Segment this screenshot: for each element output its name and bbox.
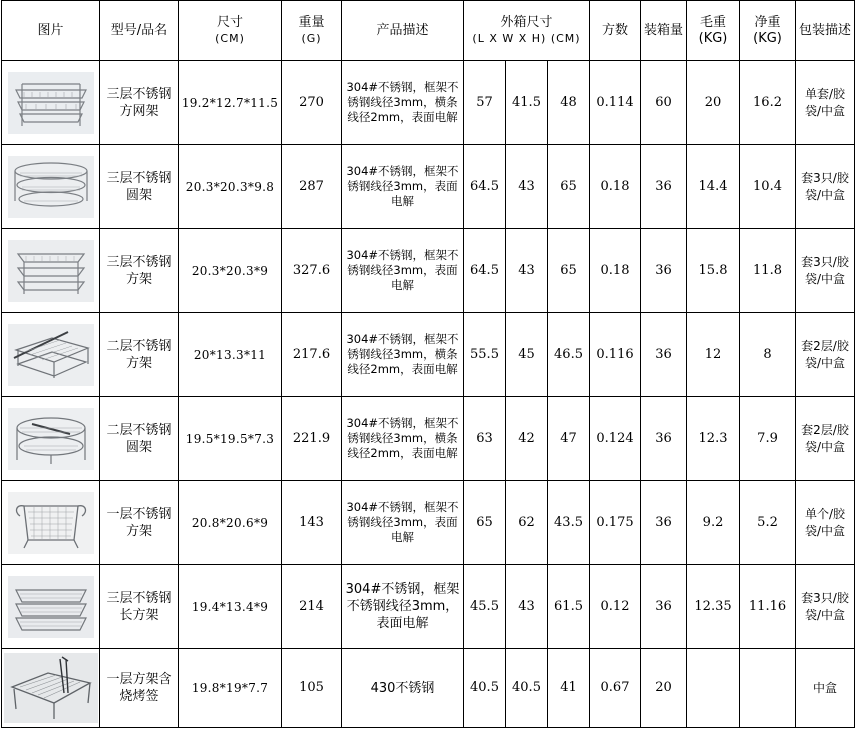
packing-description: 套3只/胶袋/中盒: [796, 565, 855, 649]
carton-quantity: 36: [641, 397, 687, 481]
carton-length: 63: [464, 397, 506, 481]
product-description: 304#不锈钢，框架不锈钢线径3mm，横条线径2mm，表面电解: [342, 61, 464, 145]
carton-quantity: 36: [641, 565, 687, 649]
product-spec-table: [1, 0, 855, 728]
header-size: 尺寸 (CM): [179, 1, 282, 61]
three-tier-rectangular-basket-photo: [8, 576, 94, 638]
header-weight-unit: (G): [301, 31, 322, 45]
header-carton-size: 外箱尺寸 (L X W X H) (CM): [464, 1, 590, 61]
carton-width: 62: [506, 481, 548, 565]
header-net-unit: (KG): [753, 30, 782, 46]
product-size: 20.8*20.6*9: [179, 481, 282, 565]
gross-weight: 20: [687, 61, 740, 145]
carton-cbm: 0.116: [590, 313, 641, 397]
table-row: [2, 397, 855, 481]
header-gross-unit: (KG): [698, 30, 728, 46]
header-quantity: 装箱量: [641, 1, 687, 61]
carton-quantity: 20: [641, 649, 687, 728]
three-tier-round-mesh-rack-photo: [8, 156, 94, 218]
product-weight: 214: [282, 565, 342, 649]
packing-description: 单套/胶袋/中盒: [796, 61, 855, 145]
packing-description: 中盒: [796, 649, 855, 728]
carton-width: 43: [506, 145, 548, 229]
carton-length: 57: [464, 61, 506, 145]
header-weight: 重量 (G): [282, 1, 342, 61]
header-image: 图片: [2, 1, 100, 61]
header-size-unit: (CM): [215, 31, 245, 45]
product-size: 19.5*19.5*7.3: [179, 397, 282, 481]
two-tier-round-rack-photo: [8, 408, 94, 470]
packing-description: 单个/胶袋/中盒: [796, 481, 855, 565]
carton-cbm: 0.175: [590, 481, 641, 565]
product-description: 304#不锈钢，框架不锈钢线径3mm，表面电解: [342, 481, 464, 565]
carton-height: 43.5: [548, 481, 590, 565]
carton-height: 47: [548, 397, 590, 481]
product-image-cell: [2, 649, 100, 728]
product-description: 304#不锈钢，框架不锈钢线径3mm，横条线径2mm，表面电解: [342, 397, 464, 481]
three-tier-square-mesh-rack-photo: [8, 72, 94, 134]
product-image-cell: [2, 313, 100, 397]
carton-quantity: 36: [641, 229, 687, 313]
product-name: 二层不锈钢圆架: [100, 397, 179, 481]
net-weight: 10.4: [740, 145, 796, 229]
product-description: 430不锈钢: [342, 649, 464, 728]
product-name: 三层不锈钢方架: [100, 229, 179, 313]
product-description: 304#不锈钢，框架不锈钢线径3mm，表面电解: [342, 229, 464, 313]
carton-width: 45: [506, 313, 548, 397]
carton-length: 55.5: [464, 313, 506, 397]
product-size: 19.8*19*7.7: [179, 649, 282, 728]
table-row: [2, 61, 855, 145]
header-gross-weight: 毛重 (KG): [687, 1, 740, 61]
gross-weight: 12.35: [687, 565, 740, 649]
product-image-cell: [2, 145, 100, 229]
carton-height: 48: [548, 61, 590, 145]
carton-cbm: 0.114: [590, 61, 641, 145]
carton-quantity: 60: [641, 61, 687, 145]
net-weight: 11.16: [740, 565, 796, 649]
product-weight: 270: [282, 61, 342, 145]
header-cbm: 方数: [590, 1, 641, 61]
product-description: 304#不锈钢，框架不锈钢线径3mm，表面电解: [342, 145, 464, 229]
product-weight: 143: [282, 481, 342, 565]
carton-height: 61.5: [548, 565, 590, 649]
product-name: 三层不锈钢方网架: [100, 61, 179, 145]
two-tier-square-rack-photo: [8, 324, 94, 386]
header-description: 产品描述: [342, 1, 464, 61]
product-weight: 221.9: [282, 397, 342, 481]
carton-cbm: 0.18: [590, 229, 641, 313]
carton-width: 41.5: [506, 61, 548, 145]
product-weight: 105: [282, 649, 342, 728]
table-row: [2, 145, 855, 229]
single-rack-with-skewers-photo: [4, 653, 98, 723]
carton-cbm: 0.67: [590, 649, 641, 728]
header-carton-unit: (L X W X H) (CM): [472, 31, 581, 45]
header-packing: 包装描述: [796, 1, 855, 61]
product-size: 20*13.3*11: [179, 313, 282, 397]
product-name: 三层不锈钢长方架: [100, 565, 179, 649]
product-size: 20.3*20.3*9: [179, 229, 282, 313]
product-name: 一层不锈钢方架: [100, 481, 179, 565]
carton-width: 43: [506, 565, 548, 649]
table-row: [2, 565, 855, 649]
product-size: 19.4*13.4*9: [179, 565, 282, 649]
table-row: [2, 481, 855, 565]
product-size: 19.2*12.7*11.5: [179, 61, 282, 145]
net-weight: 11.8: [740, 229, 796, 313]
product-image-cell: [2, 481, 100, 565]
carton-length: 64.5: [464, 145, 506, 229]
packing-description: 套2层/胶袋/中盒: [796, 397, 855, 481]
carton-length: 45.5: [464, 565, 506, 649]
product-name: 一层方架含烧烤签: [100, 649, 179, 728]
product-name: 二层不锈钢方架: [100, 313, 179, 397]
net-weight: 16.2: [740, 61, 796, 145]
gross-weight: 12: [687, 313, 740, 397]
carton-quantity: 36: [641, 145, 687, 229]
carton-cbm: 0.124: [590, 397, 641, 481]
product-image-cell: [2, 565, 100, 649]
carton-height: 41: [548, 649, 590, 728]
carton-length: 40.5: [464, 649, 506, 728]
table-row: [2, 649, 855, 728]
product-weight: 217.6: [282, 313, 342, 397]
product-name: 三层不锈钢圆架: [100, 145, 179, 229]
carton-height: 65: [548, 145, 590, 229]
gross-weight: 12.3: [687, 397, 740, 481]
net-weight: 5.2: [740, 481, 796, 565]
product-size: 20.3*20.3*9.8: [179, 145, 282, 229]
header-row: [2, 1, 855, 61]
carton-height: 65: [548, 229, 590, 313]
gross-weight: 14.4: [687, 145, 740, 229]
carton-width: 43: [506, 229, 548, 313]
product-weight: 327.6: [282, 229, 342, 313]
carton-width: 40.5: [506, 649, 548, 728]
gross-weight: [687, 649, 740, 728]
table-row: [2, 313, 855, 397]
packing-description: 套3只/胶袋/中盒: [796, 145, 855, 229]
header-model: 型号/品名: [100, 1, 179, 61]
net-weight: 8: [740, 313, 796, 397]
header-net-weight: 净重 (KG): [740, 1, 796, 61]
packing-description: 套2层/胶袋/中盒: [796, 313, 855, 397]
single-tier-square-basket-photo: [8, 492, 94, 554]
gross-weight: 9.2: [687, 481, 740, 565]
carton-length: 65: [464, 481, 506, 565]
gross-weight: 15.8: [687, 229, 740, 313]
product-image-cell: [2, 397, 100, 481]
carton-width: 42: [506, 397, 548, 481]
table-row: [2, 229, 855, 313]
carton-height: 46.5: [548, 313, 590, 397]
product-description: 304#不锈钢，框架不锈钢线径3mm，横条线径2mm，表面电解: [342, 313, 464, 397]
carton-quantity: 36: [641, 313, 687, 397]
product-image-cell: [2, 229, 100, 313]
carton-cbm: 0.18: [590, 145, 641, 229]
packing-description: 套3只/胶袋/中盒: [796, 229, 855, 313]
carton-length: 64.5: [464, 229, 506, 313]
carton-cbm: 0.12: [590, 565, 641, 649]
carton-quantity: 36: [641, 481, 687, 565]
net-weight: [740, 649, 796, 728]
net-weight: 7.9: [740, 397, 796, 481]
product-description: 304#不锈钢，框架不锈钢线径3mm，表面电解: [342, 565, 464, 649]
product-weight: 287: [282, 145, 342, 229]
three-tier-square-rack-photo: [8, 240, 94, 302]
product-image-cell: [2, 61, 100, 145]
